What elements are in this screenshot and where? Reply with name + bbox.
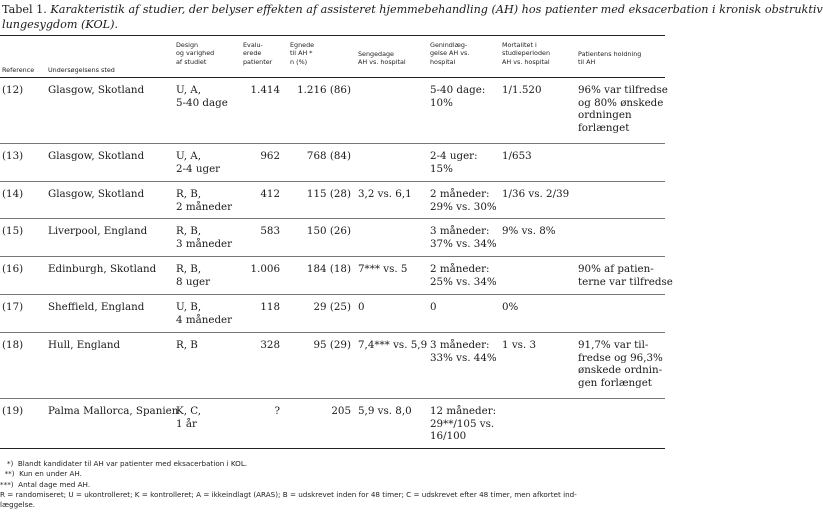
header-design: Design og varighed af studiet bbox=[176, 41, 215, 66]
footnote: ***) Antal dage med AH. bbox=[0, 479, 91, 489]
cell-site: Hull, England bbox=[48, 339, 121, 351]
cell-evaluated: 1.006 bbox=[250, 263, 280, 275]
cell-attitude: 90% af patien- terne var tilfredse bbox=[578, 263, 673, 288]
header-eligible: Egnede til AH * n (%) bbox=[290, 41, 315, 66]
cell-reference: (12) bbox=[2, 84, 24, 96]
cell-reference: (15) bbox=[2, 225, 24, 237]
cell-design: U, A, 2-4 uger bbox=[176, 150, 221, 175]
cell-eligible: 205 bbox=[331, 405, 351, 417]
cell-readmission: 3 måneder: 33% vs. 44% bbox=[430, 339, 497, 364]
cell-site: Liverpool, England bbox=[48, 225, 148, 237]
cell-design: R, B, 3 måneder bbox=[176, 225, 233, 250]
header-site: Undersøgelsens sted bbox=[48, 66, 115, 74]
cell-eligible: 1.216 (86) bbox=[297, 84, 351, 96]
cell-bed-days: 3,2 vs. 6,1 bbox=[358, 188, 412, 200]
footnote: læggelse. bbox=[0, 500, 36, 510]
cell-evaluated: 412 bbox=[260, 188, 280, 200]
row-divider bbox=[0, 256, 665, 257]
cell-bed-days: 7*** vs. 5 bbox=[358, 263, 408, 275]
cell-site: Glasgow, Skotland bbox=[48, 150, 145, 162]
row-divider bbox=[0, 332, 665, 333]
cell-evaluated: 1.414 bbox=[250, 84, 280, 96]
cell-eligible: 29 (25) bbox=[313, 301, 351, 313]
cell-readmission: 2 måneder: 25% vs. 34% bbox=[430, 263, 497, 288]
cell-bed-days: 5,9 vs. 8,0 bbox=[358, 405, 412, 417]
cell-reference: (18) bbox=[2, 339, 24, 351]
cell-site: Palma Mallorca, Spanien bbox=[48, 405, 179, 417]
cell-design: U, B, 4 måneder bbox=[176, 301, 233, 326]
cell-readmission: 0 bbox=[430, 301, 437, 313]
cell-mortality: 0% bbox=[502, 301, 519, 313]
caption-label: Tabel 1. bbox=[2, 3, 47, 16]
row-divider bbox=[0, 398, 665, 399]
cell-mortality: 1/36 vs. 2/39 bbox=[502, 188, 570, 200]
cell-readmission: 3 måneder: 37% vs. 34% bbox=[430, 225, 497, 250]
cell-eligible: 184 (18) bbox=[306, 263, 351, 275]
cell-mortality: 1/653 bbox=[502, 150, 532, 162]
cell-mortality: 9% vs. 8% bbox=[502, 225, 556, 237]
header-evaluated: Evalu- erede patienter bbox=[243, 41, 273, 66]
cell-reference: (14) bbox=[2, 188, 24, 200]
cell-eligible: 115 (28) bbox=[306, 188, 351, 200]
caption-text-line2: lungesygdom (KOL). bbox=[2, 18, 118, 31]
cell-reference: (13) bbox=[2, 150, 24, 162]
cell-design: R, B, 2 måneder bbox=[176, 188, 233, 213]
cell-mortality: 1/1.520 bbox=[502, 84, 542, 96]
cell-readmission: 2-4 uger: 15% bbox=[430, 150, 478, 175]
footnote: **) Kun en under AH. bbox=[0, 469, 82, 479]
cell-site: Glasgow, Skotland bbox=[48, 188, 145, 200]
header-mortality: Mortalitet i studieperioden AH vs. hospital bbox=[502, 41, 550, 66]
header-attitude: Patientens holdning til AH bbox=[578, 50, 642, 67]
cell-attitude: 91,7% var til- fredse og 96,3% ønskede ordnin- gen forlænget bbox=[578, 339, 663, 389]
row-divider bbox=[0, 143, 665, 144]
cell-reference: (16) bbox=[2, 263, 24, 275]
row-divider bbox=[0, 294, 665, 295]
cell-evaluated: 118 bbox=[260, 301, 280, 313]
bottom-rule bbox=[0, 448, 665, 449]
header-bed-days: Sengedage AH vs. hospital bbox=[358, 50, 406, 67]
cell-eligible: 150 (26) bbox=[306, 225, 351, 237]
cell-evaluated: 962 bbox=[260, 150, 280, 162]
row-divider bbox=[0, 181, 665, 182]
caption-text-line1: Karakteristik af studier, der belyser effekten af assisteret hjemmebehandling (AH) hos patienter med eksacerbation i kronisk obstruktiv bbox=[50, 3, 823, 16]
footnotes bbox=[0, 459, 665, 510]
cell-mortality: 1 vs. 3 bbox=[502, 339, 537, 351]
cell-design: R, B bbox=[176, 339, 198, 351]
cell-site: Sheffield, England bbox=[48, 301, 145, 313]
cell-design: R, B, 8 uger bbox=[176, 263, 211, 288]
cell-eligible: 95 (29) bbox=[313, 339, 351, 351]
cell-site: Glasgow, Skotland bbox=[48, 84, 145, 96]
cell-design: K, C, 1 år bbox=[176, 405, 202, 430]
cell-evaluated: ? bbox=[274, 405, 280, 417]
footnote: R = randomiseret; U = ukontrolleret; K = kontrolleret; A = ikkeindlagt (ARAS); B = udskrevet inden for 48 timer; C = udskrevet efter 48 timer, men afkortet ind- bbox=[0, 489, 577, 499]
cell-eligible: 768 (84) bbox=[306, 150, 351, 162]
row-divider bbox=[0, 218, 665, 219]
cell-bed-days: 7,4*** vs. 5,9 bbox=[358, 339, 428, 351]
cell-site: Edinburgh, Skotland bbox=[48, 263, 157, 275]
header-reference: Reference bbox=[2, 66, 35, 74]
header-readmission: Genindlæg- gelse AH vs. hospital bbox=[430, 41, 470, 66]
cell-reference: (17) bbox=[2, 301, 24, 313]
cell-readmission: 5-40 dage: 10% bbox=[430, 84, 486, 109]
footnote: *) Blandt kandidater til AH var patienter med eksacerbation i KOL. bbox=[0, 459, 248, 468]
header-rule bbox=[0, 77, 665, 78]
cell-design: U, A, 5-40 dage bbox=[176, 84, 228, 109]
cell-bed-days: 0 bbox=[358, 301, 365, 313]
cell-readmission: 12 måneder: 29**/105 vs. 16/100 bbox=[430, 405, 497, 443]
cell-attitude: 96% var tilfredse og 80% ønskede ordningen forlænget bbox=[578, 84, 668, 134]
cell-evaluated: 583 bbox=[260, 225, 280, 237]
top-rule bbox=[0, 35, 665, 36]
table-caption bbox=[2, 2, 823, 32]
cell-reference: (19) bbox=[2, 405, 24, 417]
cell-evaluated: 328 bbox=[260, 339, 280, 351]
cell-readmission: 2 måneder: 29% vs. 30% bbox=[430, 188, 497, 213]
